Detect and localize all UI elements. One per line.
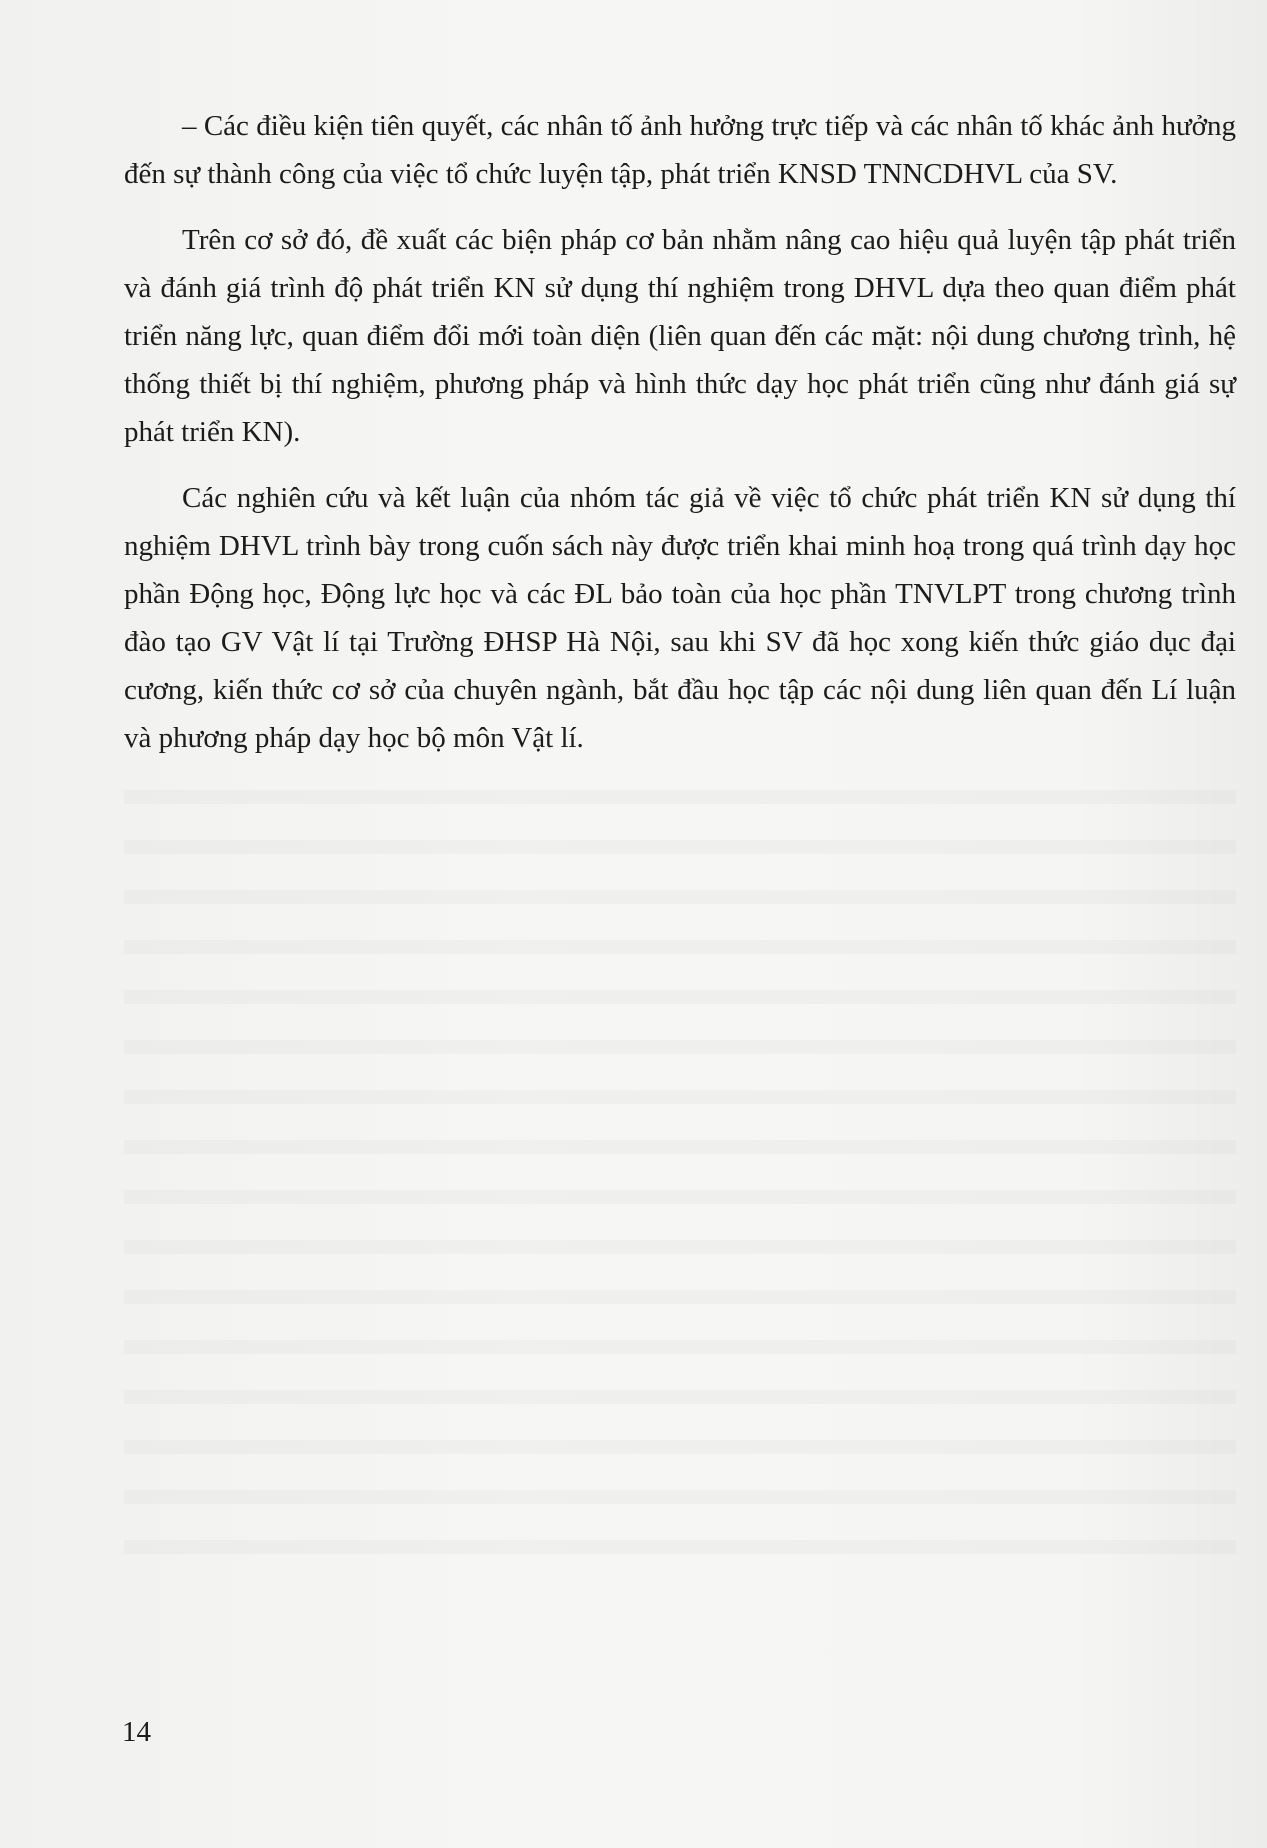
body-text — [124, 102, 1236, 780]
paragraph-proposed-measures: Trên cơ sở đó, đề xuất các biện pháp cơ bản nhằm nâng cao hiệu quả luyện tập phát triển và đánh giá trình độ phát triển KN sử dụng thí nghiệm trong DHVL dựa theo quan điểm phát triển năng lực, quan điểm đổi mới toàn diện (liên quan đến các mặt: nội dung chương trình, hệ thống thiết bị thí nghiệm, phương pháp và hình thức dạy học phát triển cũng như đánh giá sự phát triển KN). — [124, 224, 1236, 448]
show-through-texture — [124, 760, 1236, 1560]
paragraph-research-scope: Các nghiên cứu và kết luận của nhóm tác giả về việc tổ chức phát triển KN sử dụng thí nghiệm DHVL trình bày trong cuốn sách này được triển khai minh hoạ trong quá trình dạy học phần Động học, Động lực học và các ĐL bảo toàn của học phần TNVLPT trong chương trình đào tạo GV Vật lí tại Trường ĐHSP Hà Nội, sau khi SV đã học xong kiến thức giáo dục đại cương, kiến thức cơ sở của chuyên ngành, bắt đầu học tập các nội dung liên quan đến Lí luận và phương pháp dạy học bộ môn Vật lí. — [124, 482, 1236, 754]
paragraph-prerequisites: – Các điều kiện tiên quyết, các nhân tố ảnh hưởng trực tiếp và các nhân tố khác ảnh hưởng đến sự thành công của việc tổ chức luyện tập, phát triển KNSD TNNCDHVL của SV. — [124, 110, 1236, 190]
page-number: 14 — [122, 1716, 151, 1748]
